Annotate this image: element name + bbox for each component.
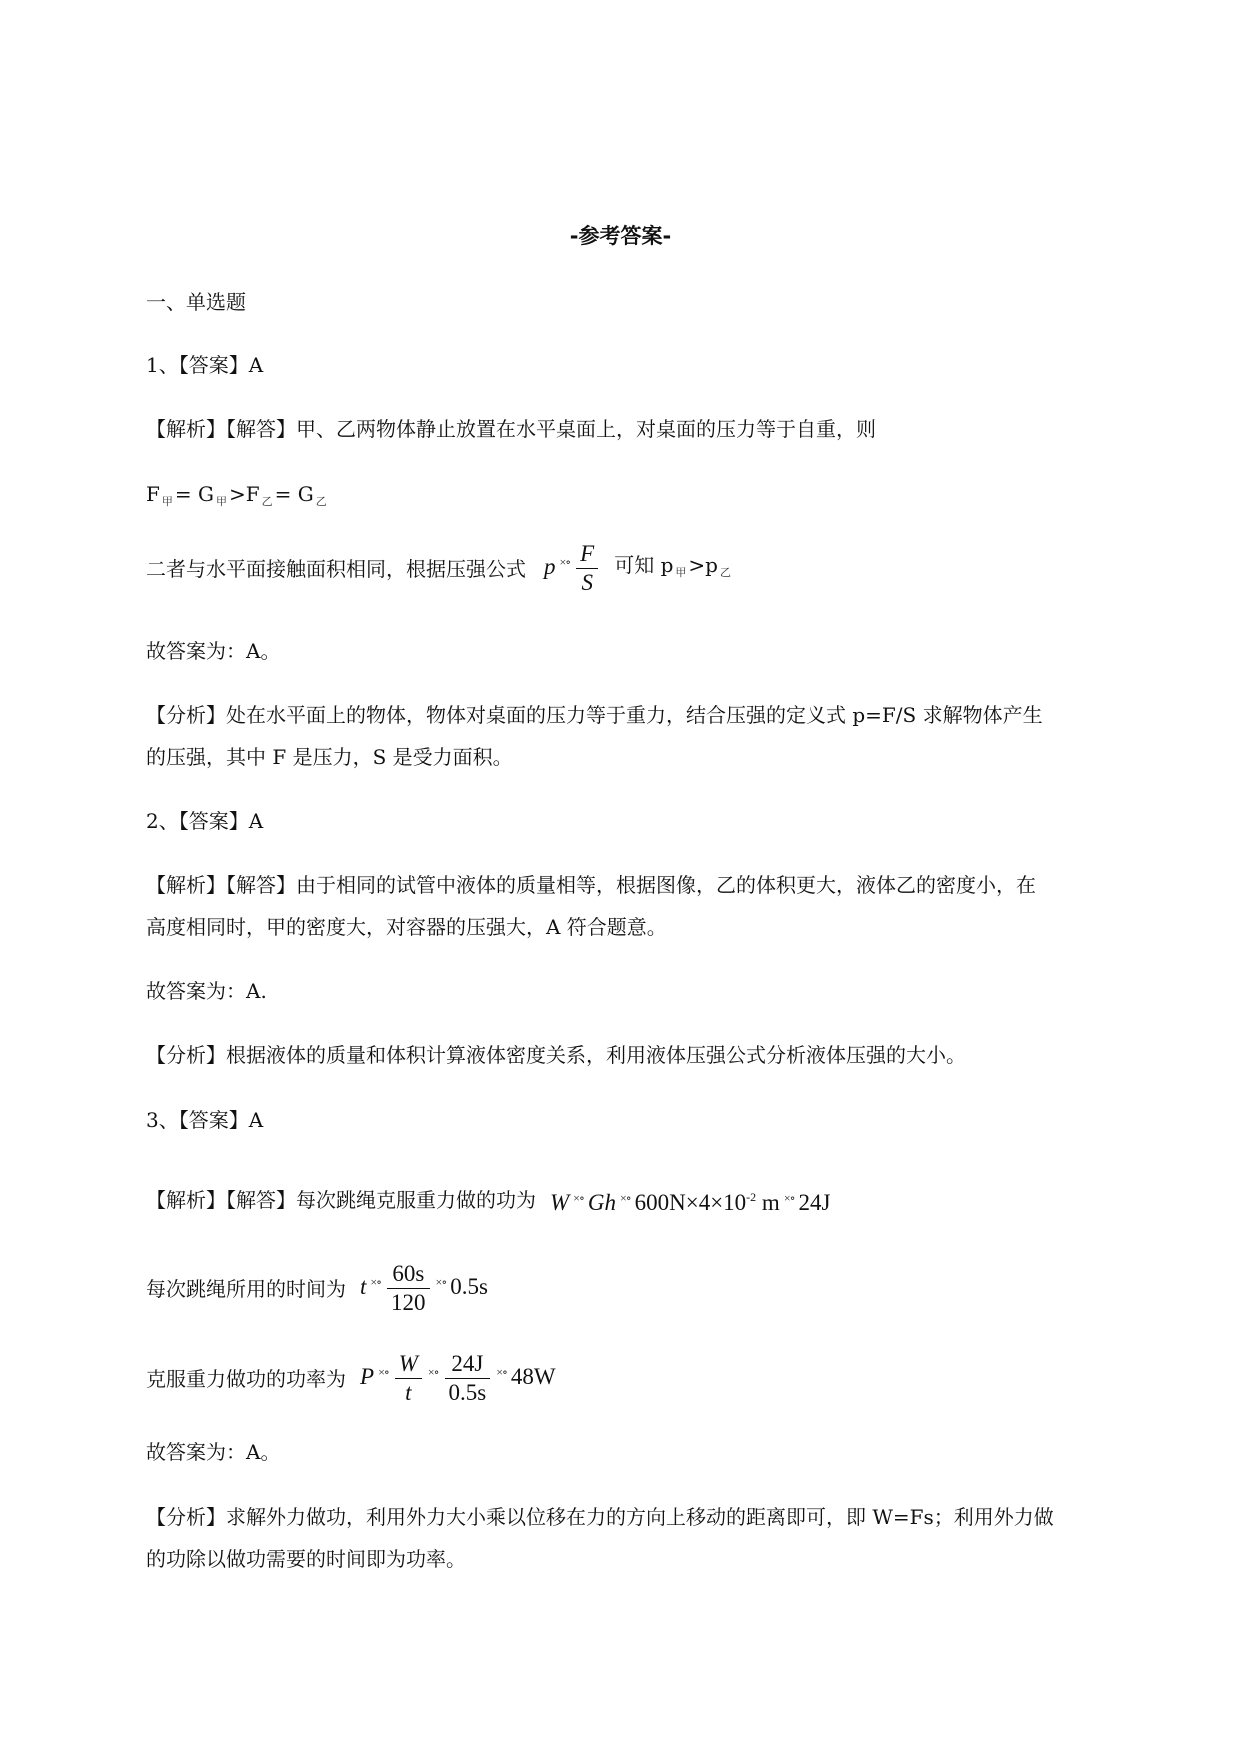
q3-time-line [146,1260,488,1317]
pressure-prefix: 二者与水平面接触面积相同，根据压强公式 [146,556,526,581]
gt-f: >F [228,482,260,506]
q3-comment-2: 的功除以做功需要的时间即为功率。 [146,1547,466,1571]
unit-m: m [756,1190,780,1215]
force-symbol: F [146,482,160,506]
sub-yi: 乙 [261,495,273,508]
q1-analysis: 【解析】【解答】甲、乙两物体静止放置在水平桌面上，对桌面的压力等于自重，则 [146,417,876,441]
gh-symbol: Gh [587,1190,616,1215]
q2-analysis-2: 高度相同时，甲的密度大，对容器的压强大，A 符合题意。 [146,915,667,939]
work-result: 24J [798,1190,831,1215]
section-heading: 一、单选题 [146,290,246,314]
work-formula [550,1183,830,1217]
equals-mark: ×∘ [435,1274,447,1289]
power-prefix: 克服重力做功的功率为 [146,1366,346,1391]
work-product: 600N×4×10 [634,1190,747,1215]
frac-den: t [395,1378,422,1407]
exponent: -2 [746,1190,757,1204]
conclusion-sub-jia: 甲 [675,565,687,579]
fraction-f-over-s [576,540,598,597]
frac-den: 0.5s [445,1378,491,1407]
equals-mark: ×∘ [427,1364,439,1379]
w-symbol: W [550,1190,570,1215]
power-result: 48W [510,1363,556,1389]
fraction-60s-over-120 [387,1260,430,1317]
pressure-formula [544,540,600,597]
q3-work-line [146,1183,830,1217]
q2-answer: 2、【答案】A [146,809,264,833]
work-prefix: 【解析】【解答】每次跳绳克服重力做的功为 [146,1188,536,1212]
equals-mark: ×∘ [619,1191,631,1205]
q3-comment-1: 【分析】求解外力做功，利用外力大小乘以位移在力的方向上移动的距离即可，即 W=Fs；利用外力做 [146,1505,1054,1529]
p-symbol: P [360,1363,375,1389]
equals-mark: ×∘ [573,1191,584,1205]
equals-mark: ×∘ [378,1364,389,1379]
fraction-w-over-t [395,1350,422,1407]
q1-force-relation [146,480,329,516]
frac-num: W [398,1351,418,1376]
t-symbol: t [360,1273,367,1299]
eq-g-2: = G [274,482,314,506]
q1-conclusion [614,551,733,587]
conclusion-text: 可知 p [614,552,674,577]
power-formula [360,1350,556,1407]
q2-final: 故答案为：A. [146,979,267,1003]
equals-mark: ×∘ [559,554,571,569]
q3-power-line [146,1350,556,1407]
equals-mark: ×∘ [496,1364,507,1379]
frac-num: F [580,541,595,566]
q2-comment: 【分析】根据液体的质量和体积计算液体密度关系，利用液体压强公式分析液体压强的大小。 [146,1043,966,1067]
time-prefix: 每次跳绳所用的时间为 [146,1276,346,1301]
sub-jia-2: 甲 [215,495,227,508]
sub-jia: 甲 [161,495,173,508]
frac-den: S [576,568,598,597]
time-result: 0.5s [450,1273,488,1299]
conclusion-gt: >p [688,552,718,577]
frac-num: 24J [451,1351,484,1376]
conclusion-sub-yi: 乙 [719,565,731,579]
q3-answer: 3、【答案】A [146,1108,264,1132]
q1-final: 故答案为：A。 [146,639,281,663]
fraction-24j-over-05s [445,1350,491,1407]
frac-den: 120 [387,1288,430,1317]
equals-mark: ×∘ [783,1191,795,1205]
q1-comment-2: 的压强，其中 F 是压力，S 是受力面积。 [146,745,513,769]
q3-final: 故答案为：A。 [146,1440,281,1464]
frac-num: 60s [392,1261,425,1286]
sub-yi-2: 乙 [315,495,327,508]
q1-pressure-line [146,540,733,597]
page-title: -参考答案- [569,224,672,248]
p-symbol: p [544,553,556,579]
equals-mark: ×∘ [370,1274,382,1289]
q1-answer: 1、【答案】A [146,353,264,377]
q2-analysis-1: 【解析】【解答】由于相同的试管中液体的质量相等，根据图像，乙的体积更大，液体乙的密度小，在 [146,873,1036,897]
eq-g: = G [174,482,214,506]
q1-comment-1: 【分析】处在水平面上的物体，物体对桌面的压力等于重力，结合压强的定义式 p=F/S 求解物体产生 [146,703,1043,727]
time-formula [360,1260,488,1317]
